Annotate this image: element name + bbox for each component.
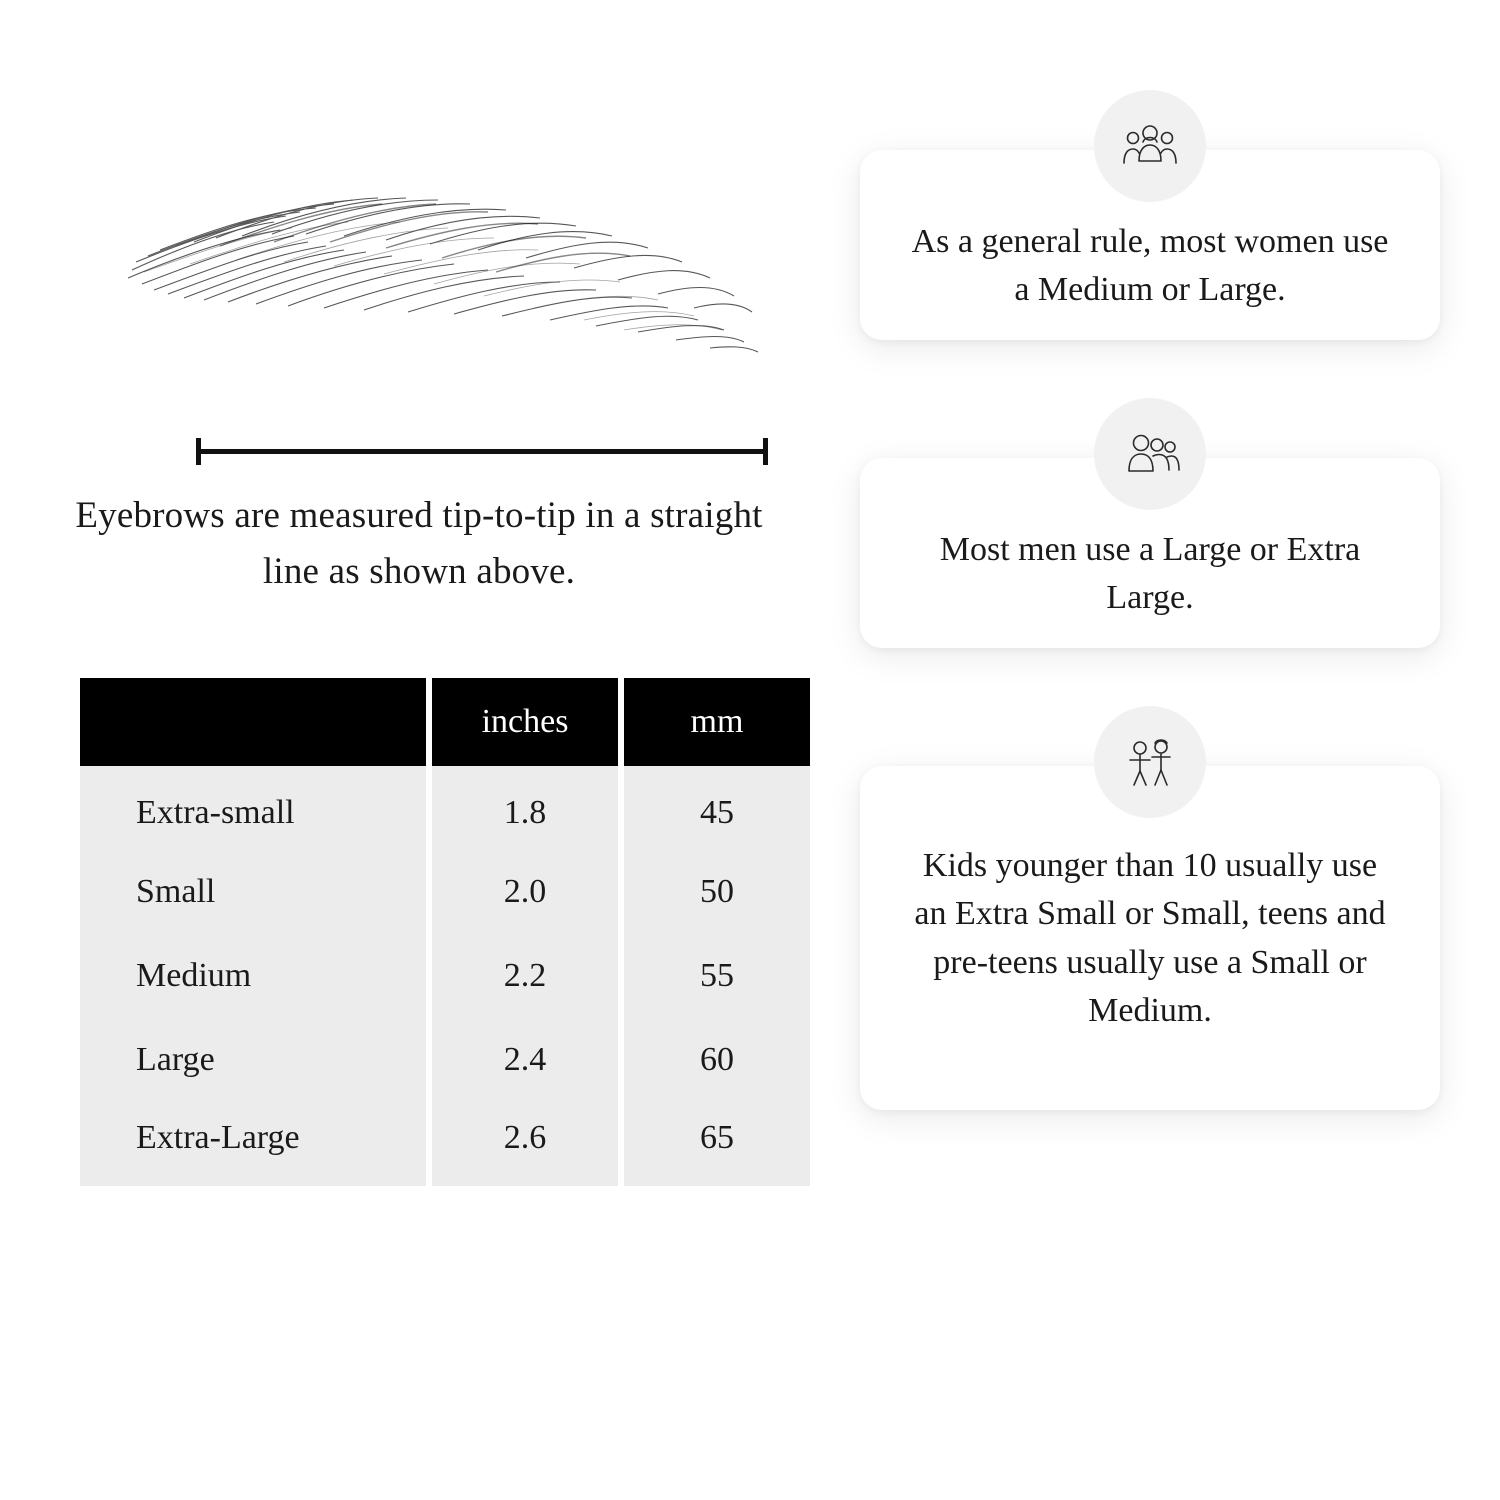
card-women-text: As a general rule, most women use a Medium or Large. [911,223,1389,309]
table-row [80,850,810,934]
size-table [74,678,816,1186]
cell-inches: 2.2 [432,934,618,1018]
women-group-icon [1094,90,1206,202]
table-header-inches: inches [432,678,618,766]
recommendation-cards [860,150,1440,1110]
cell-size: Large [80,1018,426,1102]
card-men [860,458,1440,648]
ruler-cap-right [763,438,768,465]
table-row [80,766,810,850]
table-header-size [80,678,426,766]
cell-mm: 45 [624,766,810,850]
cell-inches: 1.8 [432,766,618,850]
cell-mm: 50 [624,850,810,934]
table-header-mm: mm [624,678,810,766]
card-kids [860,766,1440,1110]
cell-size: Small [80,850,426,934]
table-header-row [80,678,810,766]
men-group-icon [1094,398,1206,510]
cell-mm: 60 [624,1018,810,1102]
table-row [80,934,810,1018]
eyebrow-illustration [124,150,764,410]
cell-mm: 55 [624,934,810,1018]
measurement-caption: Eyebrows are measured tip-to-tip in a straight line as shown above. [75,495,763,593]
cell-size: Medium [80,934,426,1018]
card-kids-text: Kids younger than 10 usually use an Extra Small or Small, teens and pre-teens usually use a Small or Medium. [914,847,1386,1029]
ruler-bar [196,449,768,454]
measurement-section [74,150,804,1186]
cell-mm: 65 [624,1102,810,1186]
card-men-text: Most men use a Large or Extra Large. [939,531,1361,617]
table-row [80,1102,810,1186]
cell-size: Extra-small [80,766,426,850]
measurement-ruler [196,438,768,464]
card-women [860,150,1440,340]
kids-icon [1094,706,1206,818]
table-row [80,1018,810,1102]
cell-size: Extra-Large [80,1102,426,1186]
cell-inches: 2.6 [432,1102,618,1186]
cell-inches: 2.0 [432,850,618,934]
cell-inches: 2.4 [432,1018,618,1102]
